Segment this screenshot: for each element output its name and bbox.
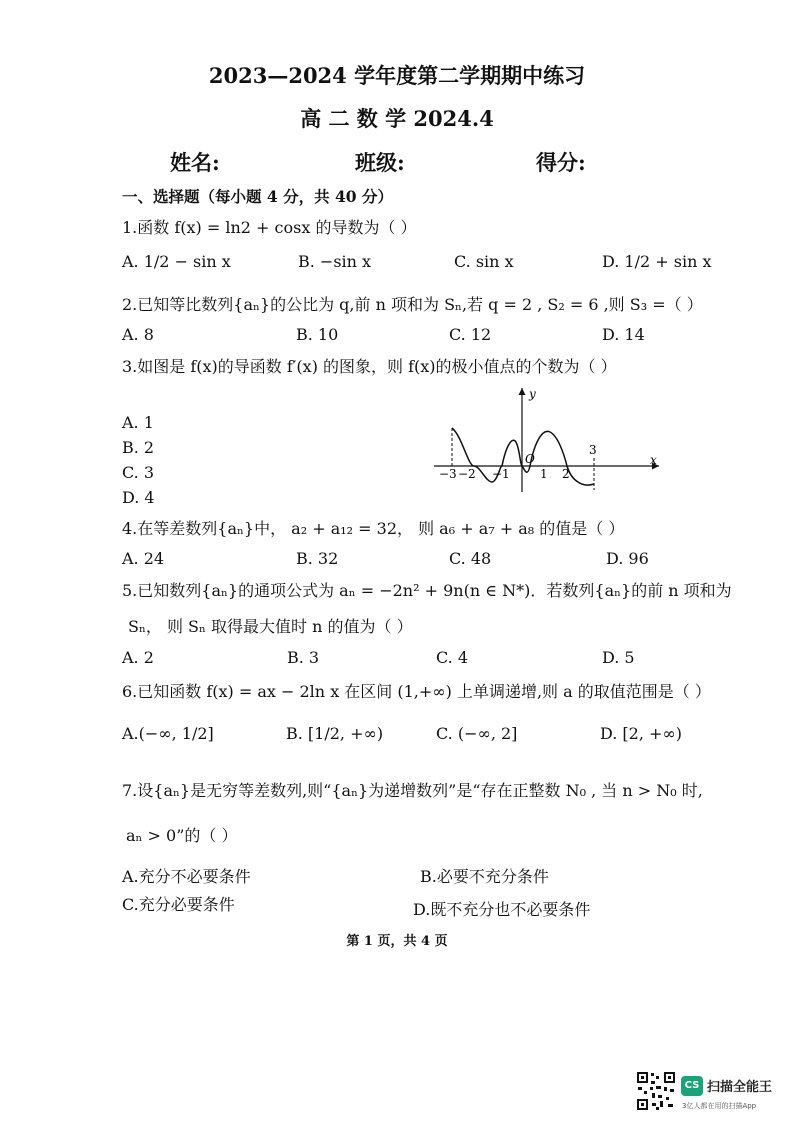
- question-1-option-b: B. −sin x: [298, 252, 372, 271]
- x-axis-label: x: [650, 453, 657, 467]
- question-3-option-b: B. 2: [122, 438, 155, 457]
- question-4-option-a: A. 24: [122, 549, 165, 568]
- question-7-option-b: B.必要不充分条件: [420, 867, 549, 886]
- question-7-option-d: D.既不充分也不必要条件: [413, 900, 591, 919]
- tick-label-3: 3: [589, 443, 597, 457]
- question-2-option-b: B. 10: [296, 325, 339, 344]
- question-7-stem-cont: aₙ > 0”的（ ）: [126, 826, 238, 845]
- derivative-graph: [434, 384, 666, 496]
- question-2-option-c: C. 12: [449, 325, 492, 344]
- question-6-option-a: A.(−∞, 1/2]: [122, 724, 214, 743]
- question-7-stem: 7.设{aₙ}是无穷等差数列,则“{aₙ}为递增数列”是“存在正整数 N₀ , 当 n > N₀ 时,: [122, 781, 703, 800]
- question-3-option-a: A. 1: [122, 413, 154, 432]
- camscanner-logo-icon: CS: [681, 1076, 703, 1096]
- question-1-option-d: D. 1/2 + sin x: [602, 252, 712, 271]
- section-heading: 一、选择题（每小题 4 分，共 40 分）: [122, 187, 393, 206]
- tick-label-neg2: −2: [458, 467, 476, 481]
- question-2-option-a: A. 8: [122, 325, 154, 344]
- question-2-option-d: D. 14: [602, 325, 645, 344]
- watermark-tagline: 3亿人都在用的扫描App: [682, 1102, 757, 1110]
- question-5-option-a: A. 2: [122, 648, 154, 667]
- question-5-option-d: D. 5: [602, 648, 635, 667]
- class-label: 班级:: [355, 150, 405, 175]
- question-5-stem-cont: Sₙ， 则 Sₙ 取得最大值时 n 的值为（ ）: [128, 617, 413, 636]
- question-6-option-b: B. [1/2, +∞): [286, 724, 384, 743]
- question-4-option-b: B. 32: [296, 549, 339, 568]
- question-6-stem: 6.已知函数 f(x) = ax − 2ln x 在区间 (1,+∞) 上单调递增,则 a 的取值范围是（ ）: [122, 682, 711, 701]
- question-1-stem: 1.函数 f(x) = ln2 + cosx 的导数为（ ）: [122, 218, 417, 237]
- question-3-option-c: C. 3: [122, 463, 155, 482]
- question-6-option-c: C. (−∞, 2]: [436, 724, 518, 743]
- question-7-option-a: A.充分不必要条件: [122, 867, 251, 886]
- question-3-stem: 3.如图是 f(x)的导函数 f′(x) 的图象，则 f(x)的极小值点的个数为（ ）: [122, 357, 617, 376]
- question-1-option-c: C. sin x: [454, 252, 514, 271]
- question-4-stem: 4.在等差数列{aₙ}中， a₂ + a₁₂ = 32， 则 a₆ + a₇ + a₈ 的值是（ ）: [122, 519, 625, 538]
- question-4-option-d: D. 96: [606, 549, 649, 568]
- qr-code-icon: [636, 1071, 676, 1111]
- question-3-option-d: D. 4: [122, 488, 155, 507]
- exam-title: 2023—2024 学年度第二学期期中练习: [208, 63, 586, 88]
- score-label: 得分:: [536, 150, 586, 175]
- question-4-option-c: C. 48: [449, 549, 492, 568]
- question-5-option-b: B. 3: [287, 648, 320, 667]
- question-1-option-a: A. 1/2 − sin x: [122, 252, 231, 271]
- question-5-option-c: C. 4: [436, 648, 469, 667]
- question-5-stem: 5.已知数列{aₙ}的通项公式为 aₙ = −2n² + 9n(n ∈ N*)．若数列{aₙ}的前 n 项和为: [122, 581, 732, 600]
- tick-label-2: 2: [562, 467, 570, 481]
- question-7-option-c: C.充分必要条件: [122, 895, 235, 914]
- watermark-brand: 扫描全能王: [707, 1080, 773, 1095]
- exam-subtitle: 高 二 数 学 2024.4: [300, 106, 494, 131]
- y-axis-label: y: [529, 387, 536, 401]
- question-2-stem: 2.已知等比数列{aₙ}的公比为 q,前 n 项和为 Sₙ,若 q = 2 , S₂ = 6 ,则 S₃ =（ ）: [122, 295, 703, 314]
- tick-label-neg1: −1: [492, 467, 510, 481]
- tick-label-1: 1: [540, 467, 548, 481]
- origin-label: O: [525, 452, 535, 466]
- page-number: 第 1 页，共 4 页: [346, 934, 448, 949]
- name-label: 姓名:: [170, 150, 220, 175]
- tick-label-neg3: −3: [439, 467, 457, 481]
- question-6-option-d: D. [2, +∞): [600, 724, 682, 743]
